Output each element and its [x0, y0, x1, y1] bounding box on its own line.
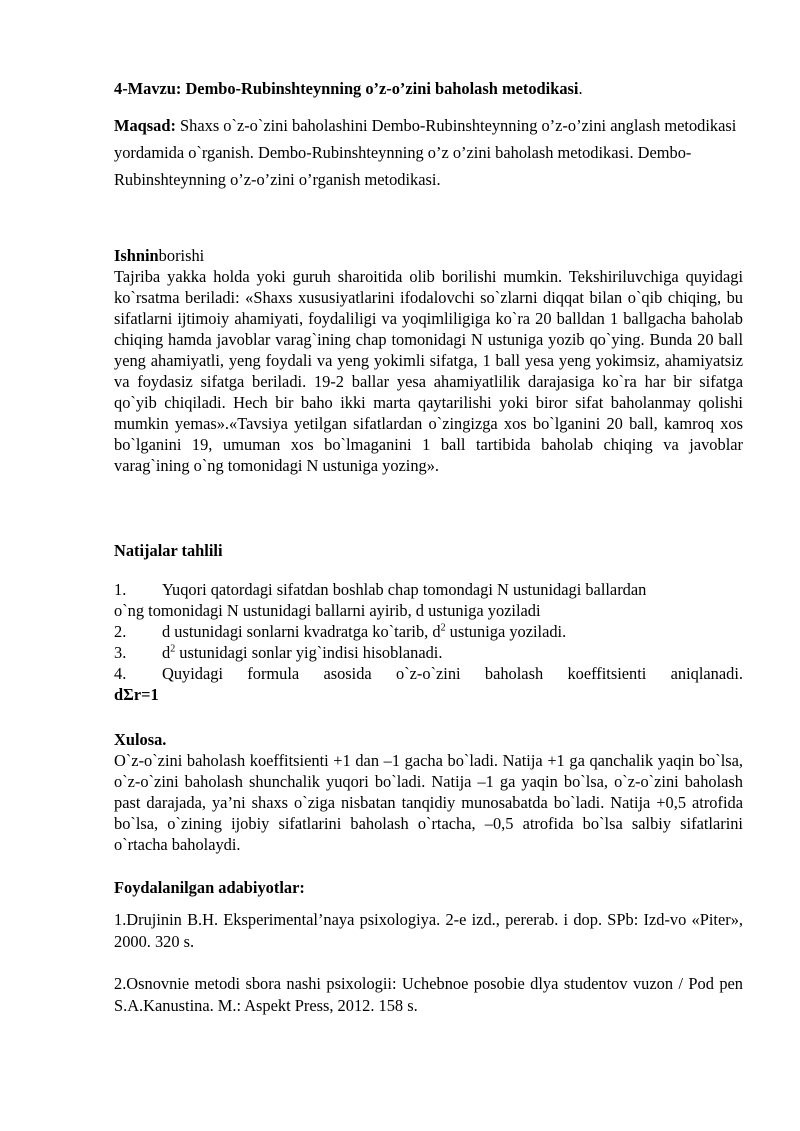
formula: dΣr=1	[114, 685, 159, 704]
list-item	[114, 621, 743, 642]
results-list	[114, 579, 743, 705]
procedure-paragraph: Tajriba yakka holda yoki guruh sharoitida olib borilishi mumkin. Tekshiriluvchiga quyidagi ko`rsatma beriladi: «Shaxs xususiyatlarini ifodalovchi so`zlarni diqqat bilan o`qib chiqing, bu sifatlarni ijtimoiy ahamiyati, foydaliligi va yoqimliligiga ko`ra 20 balldan 1 ballgacha baholab chiqing hamda javoblar varag`ining chap tomonidagi N ustuniga yozib qo`ying. Bunda 20 ball yeng ahamiyatli, yeng foydali va yeng yokimli sifatga, 1 ball yesa yeng yokimsiz, ahamiyatsiz va foydasiz sifatga beriladi. 19-2 ballar yesa ahamiyatlilik darajasiga ko`ra har bir sifatga qo`yib chiqiladi. Hech bir baho ikki marta qaytarilishi yoki biror sifat baholanmay qolishi mumkin yemas».«Tavsiya yetilgan sifatlardan o`zingizga xos bo`lganini 20 ball, kamroq xos bo`lganini 19, umuman xos bo`lmaganini 1 ball tartibida baholab chiqing va javoblar varag`ining o`ng tomonidagi N ustuniga yozing».	[114, 267, 743, 475]
procedure-heading	[114, 245, 743, 266]
goal-paragraph	[114, 112, 743, 193]
list-item-continuation: o`ng tomonidagi N ustunidagi ballarni ayirib, d ustuniga yoziladi	[114, 601, 541, 620]
list-item-text: d ustunidagi sonlarni kvadratga ko`tarib, $d^2$ ustuniga yoziladi.	[162, 622, 567, 641]
goal-text: Shaxs o`z-o`zini baholashini Dembo-Rubinshteynning o’z-o’zini anglash metodikasi yordamida o`rganish. Dembo-Rubinshteynning o’z o’zini baholash metodikasi. Dembo-Rubinshteynning o’z-o’zini o’rganish metodikasi.	[114, 116, 737, 189]
references-heading: Foydalanilgan adabiyotlar:	[114, 878, 305, 897]
list-item-text: Quyidagi formula asosida o`z-o`zini baholash koeffitsienti aniqlanadi.	[162, 664, 743, 683]
list-item-number: 3.	[114, 643, 127, 662]
title-period: .	[578, 79, 583, 98]
procedure-heading-rest: borishi	[158, 246, 205, 265]
goal-label: Maqsad:	[114, 116, 176, 135]
list-item-number: 2.	[114, 622, 127, 641]
reference-item: 1.Drujinin B.H. Eksperimental’naya psixologiya. 2-e izd., pererab. i dop. SPb: Izd-vo «Piter», 2000. 320 s.	[114, 910, 743, 951]
reference-item: 2.Osnovnie metodi sbora nashi psixologii: Uchebnoe posobie dlya studentov vuzon / Pod pen S.A.Kanustina. M.: Aspekt Press, 2012. 158 s.	[114, 974, 743, 1015]
conclusion-heading: Xulosa.	[114, 730, 167, 749]
list-item-text: $d^2$ ustunidagi sonlar yig`indisi hisoblanadi.	[162, 643, 443, 662]
page-title	[114, 78, 743, 99]
list-item	[114, 579, 743, 600]
list-item-number: 4.	[114, 664, 127, 683]
list-item-text: Yuqori qatordagi sifatdan boshlab chap tomondagi N ustunidagi ballardan	[162, 580, 647, 599]
list-item	[114, 642, 743, 663]
results-heading: Natijalar tahlili	[114, 541, 223, 560]
conclusion-paragraph: O`z-o`zini baholash koeffitsienti +1 dan –1 gacha bo`ladi. Natija +1 ga qanchalik yaqin bo`lsa, o`z-o`zini baholash shunchalik yuqori bo`ladi. Natija –1 ga yaqin bo`lsa, o`z-o`zini baholash past darajada, ya’ni shaxs o`ziga nisbatan tanqidiy munosabatda bo`ladi. Natija +0,5 atrofida bo`lsa, o`zining ijobiy sifatlarini baholash o`rtacha, –0,5 atrofida bo`lsa salbiy sifatlarini o`rtacha baholaydi.	[114, 751, 743, 854]
title-text: 4-Mavzu: Dembo-Rubinshteynning o’z-o’zini baholash metodikasi	[114, 79, 579, 98]
list-item-number: 1.	[114, 580, 127, 599]
procedure-heading-bold: Ishnin	[114, 246, 159, 265]
list-item	[114, 663, 743, 684]
